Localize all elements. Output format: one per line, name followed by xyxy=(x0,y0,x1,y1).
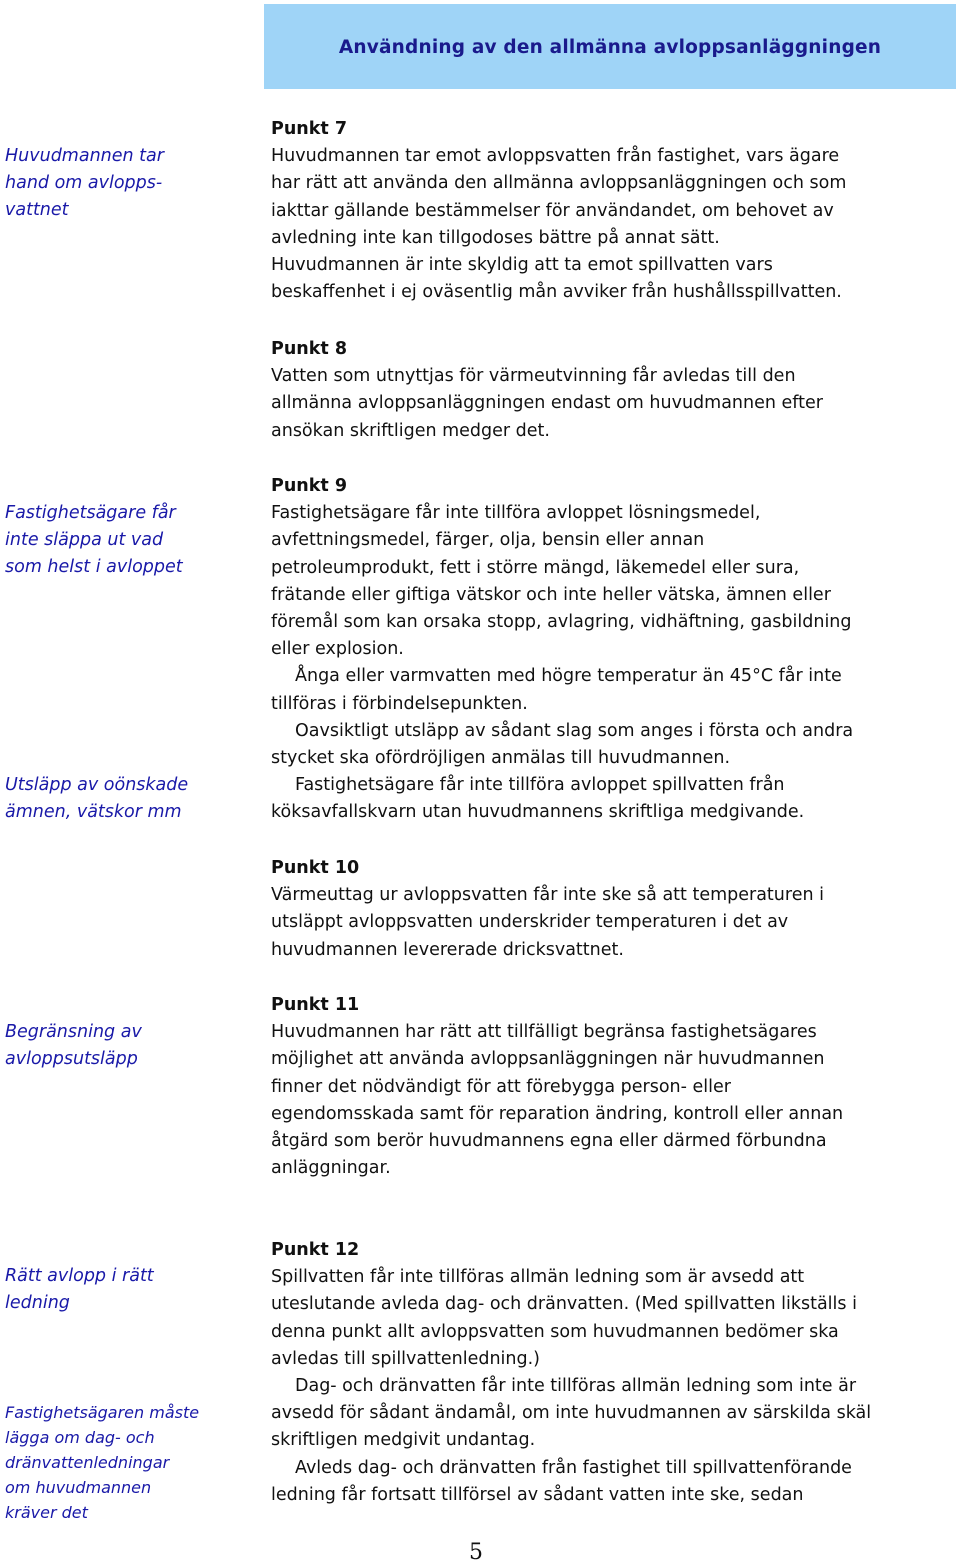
section-punkt-11 xyxy=(271,992,951,1182)
paragraph-line: Ånga eller varmvatten med högre temperatur än 45°C får inte xyxy=(295,666,842,687)
paragraph-line: ledning får fortsatt tillförsel av sådant vatten inte ske, sedan xyxy=(271,1484,804,1505)
section-heading: Punkt 9 xyxy=(271,476,348,496)
paragraph-line: allmänna avloppsanläggningen endast om huvudmannen efter xyxy=(271,393,823,414)
margin-note-line: Fastighetsägaren måste xyxy=(5,1403,200,1422)
paragraph-line: Vatten som utnyttjas för värmeutvinning får avledas till den xyxy=(271,366,796,387)
paragraph-line: egendomsskada samt för reparation ändring, kontroll eller annan xyxy=(271,1103,844,1124)
page-number: 5 xyxy=(469,1540,483,1565)
section-heading: Punkt 12 xyxy=(271,1240,360,1260)
paragraph-line: iakttar gällande bestämmelser för användandet, om behovet av xyxy=(271,200,834,221)
page-title: Användning av den allmänna avloppsanläggningen xyxy=(338,37,882,58)
paragraph-line: frätande eller giftiga vätskor och inte heller vätska, ämnen eller xyxy=(271,584,831,605)
paragraph-line: utsläppt avloppsvatten underskrider temperaturen i det av xyxy=(271,912,789,933)
paragraph-line: avledning inte kan tillgodoses bättre på annat sätt. xyxy=(271,227,720,248)
section-punkt-7 xyxy=(271,116,951,306)
margin-note-line: Fastighetsägare får xyxy=(5,503,176,523)
paragraph-line: skriftligen medgivit undantag. xyxy=(271,1430,536,1451)
margin-note-fastighetsagare-far-inte xyxy=(5,500,255,581)
paragraph-line: beskaffenhet i ej oväsentlig mån avviker från hushållsspillvatten. xyxy=(271,282,842,303)
paragraph-line: möjlighet att använda avloppsanläggningen när huvudmannen xyxy=(271,1049,825,1070)
section-punkt-10 xyxy=(271,855,951,964)
section-punkt-12 xyxy=(271,1237,951,1509)
paragraph-line: Fastighetsägare får inte tillföra avloppet lösningsmedel, xyxy=(271,503,761,524)
paragraph-line: Fastighetsägare får inte tillföra avloppet spillvatten från xyxy=(295,775,785,796)
margin-note-line: ämnen, vätskor mm xyxy=(5,802,182,822)
paragraph-line: föremål som kan orsaka stopp, avlagring, vidhäftning, gasbildning xyxy=(271,612,852,633)
margin-note-ratt-avlopp xyxy=(5,1263,255,1317)
margin-note-line: hand om avlopps- xyxy=(5,173,163,193)
margin-note-line: inte släppa ut vad xyxy=(5,530,164,550)
paragraph-line: huvudmannen levererade dricksvattnet. xyxy=(271,939,624,960)
margin-note-line: Rätt avlopp i rätt xyxy=(5,1266,154,1286)
section-heading: Punkt 11 xyxy=(271,995,360,1015)
margin-note-line: kräver det xyxy=(5,1503,88,1522)
paragraph-line: åtgärd som berör huvudmannens egna eller därmed förbundna xyxy=(271,1131,827,1152)
paragraph-line: Spillvatten får inte tillföras allmän ledning som är avsedd att xyxy=(271,1267,805,1288)
margin-note-line: om huvudmannen xyxy=(5,1478,152,1497)
paragraph-line: uteslutande avleda dag- och dränvatten. (Med spillvatten likställs i xyxy=(271,1294,857,1315)
paragraph-line: Oavsiktligt utsläpp av sådant slag som anges i första och andra xyxy=(295,720,854,741)
margin-note-begransning xyxy=(5,1019,255,1073)
margin-note-line: ledning xyxy=(5,1293,70,1313)
margin-note-line: som helst i avloppet xyxy=(5,557,183,577)
page-header-band xyxy=(264,4,956,89)
margin-note-line: dränvattenledningar xyxy=(5,1453,170,1472)
margin-note-fastighetsagaren-maste xyxy=(5,1400,255,1525)
margin-note-line: Utsläpp av oönskade xyxy=(5,775,189,795)
paragraph-line: Värmeuttag ur avloppsvatten får inte ske så att temperaturen i xyxy=(271,885,824,906)
section-punkt-8 xyxy=(271,336,951,445)
margin-note-line: Huvudmannen tar xyxy=(5,146,164,166)
paragraph-line: köksavfallskvarn utan huvudmannens skriftliga medgivande. xyxy=(271,802,805,823)
paragraph-line: avledas till spillvattenledning.) xyxy=(271,1348,540,1369)
paragraph-line: avfettningsmedel, färger, olja, bensin eller annan xyxy=(271,530,705,551)
paragraph-line: petroleumprodukt, fett i större mängd, läkemedel eller sura, xyxy=(271,557,800,578)
paragraph-line: Huvudmannen har rätt att tillfälligt begränsa fastighetsägares xyxy=(271,1022,817,1043)
margin-note-line: vattnet xyxy=(5,200,69,220)
paragraph-line: Huvudmannen är inte skyldig att ta emot spillvatten vars xyxy=(271,255,773,276)
paragraph-line: har rätt att använda den allmänna avloppsanläggningen och som xyxy=(271,173,847,194)
paragraph-line: denna punkt allt avloppsvatten som huvudmannen bedömer ska xyxy=(271,1321,839,1342)
margin-note-line: Begränsning av xyxy=(5,1022,142,1042)
paragraph-line: Huvudmannen tar emot avloppsvatten från fastighet, vars ägare xyxy=(271,146,840,167)
margin-note-utslapp xyxy=(5,772,255,826)
section-heading: Punkt 7 xyxy=(271,119,348,139)
paragraph-line: avsedd för sådant ändamål, om inte huvudmannen av särskilda skäl xyxy=(271,1403,872,1424)
paragraph-line: eller explosion. xyxy=(271,639,404,660)
section-heading: Punkt 10 xyxy=(271,858,360,878)
margin-note-huvudmannen-tar-hand xyxy=(5,143,255,224)
paragraph-line: tillföras i förbindelsepunkten. xyxy=(271,693,528,714)
paragraph-line: ansökan skriftligen medger det. xyxy=(271,420,550,441)
paragraph-line: anläggningar. xyxy=(271,1158,391,1179)
paragraph-line: Dag- och dränvatten får inte tillföras allmän ledning som inte är xyxy=(295,1376,857,1397)
paragraph-line: Avleds dag- och dränvatten från fastighet till spillvattenförande xyxy=(295,1457,852,1478)
paragraph-line: stycket ska ofördröjligen anmälas till huvudmannen. xyxy=(271,748,731,769)
paragraph-line: finner det nödvändigt för att förebygga person- eller xyxy=(271,1076,731,1097)
section-punkt-9 xyxy=(271,473,951,827)
margin-note-line: avloppsutsläpp xyxy=(5,1049,138,1069)
margin-note-line: lägga om dag- och xyxy=(5,1428,155,1447)
section-heading: Punkt 8 xyxy=(271,339,348,359)
